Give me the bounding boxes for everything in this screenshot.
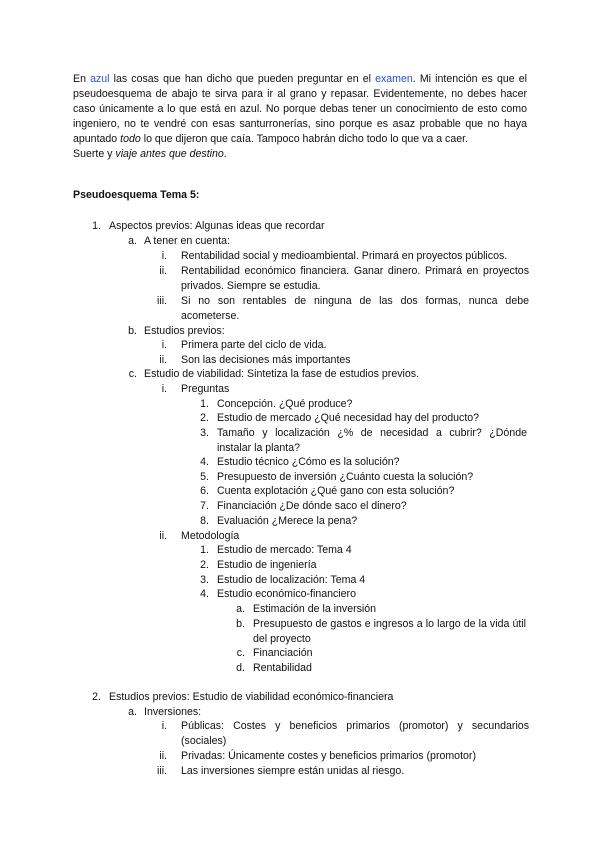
outline-marker: ii. [159, 750, 167, 762]
outline-text: Rentabilidad [253, 662, 312, 674]
outline-marker: ii. [159, 354, 167, 366]
outline-text: Inversiones: [144, 706, 202, 718]
outline-text: Primera parte del ciclo de vida. [181, 339, 327, 351]
outline-text: Estudio económico-financiero [217, 588, 356, 600]
outline-text: Privadas: Únicamente costes y beneficios primarios (promotor) [181, 750, 476, 762]
outline-text: Rentabilidad social y medioambiental. Primará en proyectos públicos. [181, 250, 508, 262]
outline-marker: ii. [159, 265, 167, 277]
outline-text: Estudio de viabilidad: Sintetiza la fase de estudios previos. [144, 368, 420, 380]
outline-text: Estudios previos: [144, 325, 225, 337]
outline-marker: 3. [200, 574, 209, 586]
outline-text: Financiación ¿De dónde saco el dinero? [217, 500, 407, 512]
intro-text-2: las cosas que han dicho que pueden preguntar en el [109, 73, 376, 85]
outline-marker: 5. [200, 471, 209, 483]
outline-marker: i. [161, 339, 167, 351]
outline-text: Estudio de ingeniería [217, 559, 317, 571]
outline-text: Aspectos previos: Algunas ideas que recordar [109, 220, 325, 232]
intro-suerte: Suerte y [73, 148, 116, 160]
outline-text: Estudio de mercado ¿Qué necesidad hay del producto? [217, 412, 480, 424]
outline-marker: iii. [156, 295, 167, 307]
outline-marker: 6. [200, 485, 209, 497]
intro-azul: azul [90, 73, 110, 85]
outline-text: Estudio de localización: Tema 4 [217, 574, 366, 586]
intro-examen: examen [375, 73, 413, 85]
outline-marker: a. [236, 603, 245, 615]
outline-text: A tener en cuenta: [144, 235, 230, 247]
outline-marker: 3. [200, 427, 209, 439]
section-title: Pseudoesquema Tema 5: [73, 189, 200, 201]
outline-text: Estudio de mercado: Tema 4 [217, 544, 352, 556]
outline-text: Son las decisiones más importantes [181, 354, 351, 366]
intro-todo: todo [120, 133, 141, 145]
outline-marker: 2. [200, 559, 209, 571]
outline-marker: ii. [159, 530, 167, 542]
outline-marker: 7. [200, 500, 209, 512]
outline-marker: i. [161, 383, 167, 395]
outline-text: Rentabilidad económico financiera. Ganar dinero. Primará en proyectos privados. Siempre se estudia. [181, 265, 529, 292]
outline-marker: 2. [200, 412, 209, 424]
outline-text: Presupuesto de inversión ¿Cuánto cuesta la solución? [217, 471, 474, 483]
outline-text: Financiación [253, 647, 313, 659]
outline-marker: 4. [200, 588, 209, 600]
outline-text: Metodología [181, 530, 240, 542]
outline-marker: d. [236, 662, 245, 674]
outline-text: Estudio técnico ¿Cómo es la solución? [217, 456, 400, 468]
outline-marker: 1. [200, 544, 209, 556]
outline-text: Tamaño y localización ¿% de necesidad a cubrir? ¿Dónde instalar la planta? [217, 427, 527, 454]
outline-text: Evaluación ¿Merece la pena? [217, 515, 358, 527]
outline-marker: 1. [200, 398, 209, 410]
outline-marker: i. [161, 720, 167, 732]
outline-text: Estudios previos: Estudio de viabilidad económico-financiera [109, 691, 394, 703]
intro-dot: . [223, 148, 227, 160]
outline-marker: c. [128, 368, 137, 380]
outline-marker: 8. [200, 515, 209, 527]
intro-viaje: viaje antes que destino [115, 148, 224, 160]
intro-text-1: En [73, 73, 91, 85]
outline-text: Presupuesto de gastos e ingresos a lo largo de la vida útil del proyecto [253, 618, 526, 645]
outline-marker: b. [236, 618, 245, 630]
outline-marker: a. [128, 235, 137, 247]
intro-text-3: . Mi intención es que el pseudoesquema de abajo te sirva para ir al grano y repasar. Evidentemente, no debes hacer caso únicamente a lo que está en azul. No porque debas tener un conocimiento de esto como ingeniero, no te vendré con esas santurronerías, sino porque es asaz probable que no haya apuntado [73, 73, 527, 145]
outline-marker: c. [236, 647, 245, 659]
intro-text-4: lo que dijeron que caía. Tampoco habrán dicho todo lo que va a caer. [140, 133, 469, 145]
outline-marker: a. [128, 706, 137, 718]
outline-marker: 1. [92, 220, 101, 232]
outline-marker: 2. [92, 691, 101, 703]
outline-marker: 4. [200, 456, 209, 468]
outline-text: Las inversiones siempre están unidas al riesgo. [181, 765, 405, 777]
outline-text: Estimación de la inversión [253, 603, 377, 615]
outline-marker: b. [128, 325, 137, 337]
outline-marker: i. [161, 250, 167, 262]
outline-text: Si no son rentables de ninguna de las dos formas, nunca debe acometerse. [181, 295, 529, 322]
outline-text: Preguntas [181, 383, 230, 395]
outline-text: Cuenta explotación ¿Qué gano con esta solución? [217, 485, 455, 497]
outline-text: Concepción. ¿Qué produce? [217, 398, 353, 410]
outline-text: Públicas: Costes y beneficios primarios (promotor) y secundarios (sociales) [181, 720, 529, 747]
outline-marker: iii. [156, 765, 167, 777]
intro-paragraph [73, 72, 527, 162]
